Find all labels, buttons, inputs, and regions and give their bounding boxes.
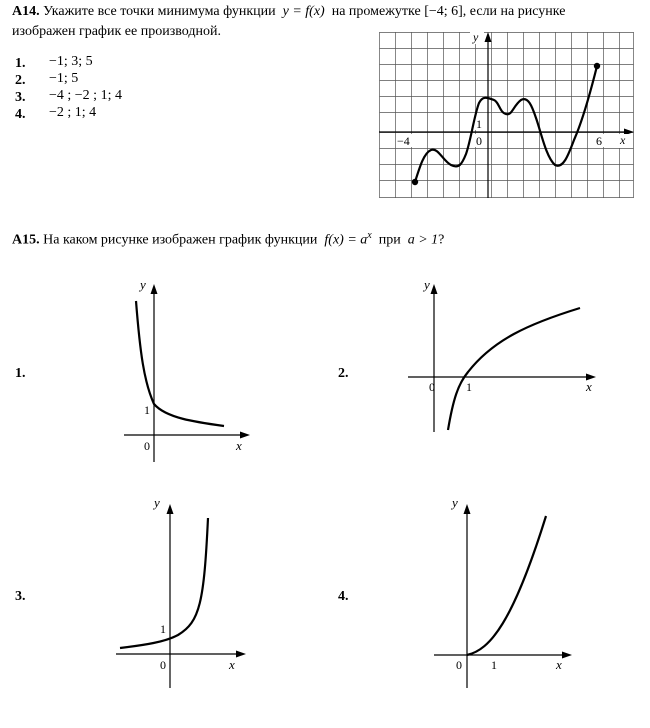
x-axis-label: x (620, 133, 626, 147)
a15-func: f(x) = a (324, 232, 368, 248)
x-axis-arrow (562, 652, 572, 659)
one-label: 1 (491, 658, 497, 672)
function-curve (467, 516, 546, 655)
y-axis-arrow (464, 504, 471, 514)
tick-label-neg4: −4 (397, 134, 410, 148)
a15-graph-1[interactable] (110, 272, 260, 472)
a14-func: y = f(x) (282, 4, 325, 19)
zero-label: 0 (160, 658, 166, 672)
a14-interval: [−4; 6] (424, 4, 463, 19)
y-axis-label: y (140, 277, 146, 292)
option-value: −1; 5 (49, 71, 79, 86)
a15-graph-3[interactable] (110, 492, 260, 692)
a14-option-1[interactable] (15, 54, 93, 72)
option-number: 3. (15, 90, 26, 105)
option-number: 4. (15, 107, 26, 122)
a14-text-2: на промежутке (331, 4, 421, 19)
tick-label-6: 6 (596, 134, 602, 148)
y-axis-label: y (452, 495, 458, 510)
x-axis-arrow (236, 651, 246, 658)
x-axis-label: x (229, 657, 235, 672)
zero-label: 0 (429, 380, 435, 394)
y-axis-label: y (154, 495, 160, 510)
option-value: −2 ; 1; 4 (49, 105, 97, 120)
option-value: −4 ; −2 ; 1; 4 (49, 88, 122, 103)
curve-start-point (412, 179, 418, 185)
y-axis-arrow (485, 32, 492, 42)
x-axis-label: x (586, 379, 592, 394)
a15-text-1: На каком рисунке изображен график функции (43, 232, 318, 248)
y-axis-arrow (151, 284, 158, 294)
a15-option-1-number[interactable]: 1. (15, 366, 26, 381)
one-label: 1 (144, 403, 150, 417)
a15-text-2: при (378, 232, 401, 248)
a15-func-exponent: x (367, 230, 372, 241)
a14-option-4[interactable] (15, 105, 97, 123)
zero-label: 0 (144, 439, 150, 453)
tick-label-0: 0 (476, 134, 482, 148)
a15-condition: a > 1 (407, 232, 439, 248)
function-curve (448, 308, 580, 430)
curve-end-point (594, 63, 600, 69)
a15-graph-2[interactable] (398, 272, 608, 437)
a14-text-1: Укажите все точки минимума функции (43, 4, 276, 19)
y-axis-arrow (167, 504, 174, 514)
y-axis-arrow (431, 284, 438, 294)
one-label: 1 (160, 622, 166, 636)
zero-label: 0 (456, 658, 462, 672)
a14-text-4: изображен график ее производной. (12, 24, 221, 39)
a14-text-3: , если на рисунке (462, 4, 566, 19)
a15-graph-4[interactable] (418, 492, 588, 692)
x-axis-label: x (236, 438, 242, 453)
a15-text-3: ? (438, 232, 445, 248)
y-axis-label: y (473, 30, 479, 44)
a14-label: A14. (12, 4, 40, 19)
a15-question (12, 226, 642, 251)
a14-option-2[interactable] (15, 71, 79, 89)
a15-label: A15. (12, 232, 40, 248)
a14-option-3[interactable] (15, 88, 122, 106)
a15-option-2-number[interactable]: 2. (338, 366, 349, 381)
tick-label-1: 1 (476, 117, 482, 131)
option-number: 2. (15, 73, 26, 88)
option-number: 1. (15, 56, 26, 71)
option-value: −1; 3; 5 (49, 54, 93, 69)
a15-option-4-number[interactable]: 4. (338, 589, 349, 604)
a15-option-3-number[interactable]: 3. (15, 589, 26, 604)
x-axis-label: x (556, 657, 562, 672)
y-axis-label: y (424, 277, 430, 292)
one-label: 1 (466, 380, 472, 394)
a14-derivative-graph (370, 28, 640, 204)
